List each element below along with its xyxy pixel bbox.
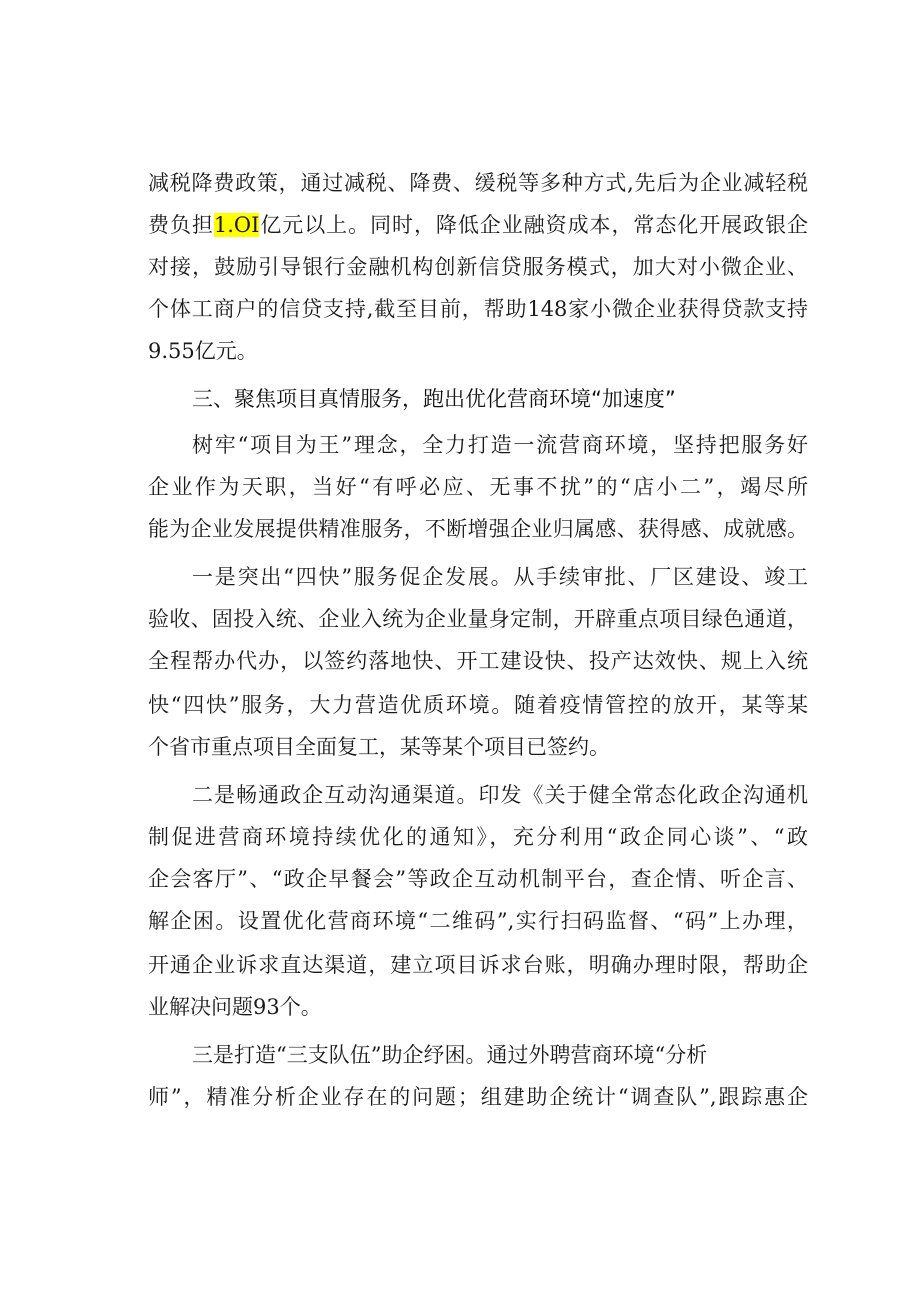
p3-line-3: 全程帮办代办，以签约落地快、开工建设快、投产达效快、规上入统: [148, 649, 808, 673]
section-heading-3: 三、聚焦项目真情服务，跑出优化营商环境“加速度”: [192, 387, 676, 411]
p1-line-5: 9.55亿元。: [148, 339, 258, 363]
highlighted-amount: 1.OI: [213, 213, 260, 237]
p1-line-1: 减税降费政策，通过减税、降费、缓税等多种方式,先后为企业减轻税: [148, 171, 808, 195]
p3-line-2: 验收、固投入统、企业入统为企业量身定制，开辟重点项目绿色通道，: [148, 607, 808, 631]
p1-line-4: 个体工商户的信贷支持,截至目前，帮助148家小微企业获得贷款支持: [148, 297, 808, 321]
p4-line-6: 业解决问题93个。: [148, 995, 322, 1019]
p4-line-1: 二是畅通政企互动沟通渠道。印发《关于健全常态化政企沟通机: [192, 783, 808, 807]
p2-line-1: 树牢“项目为王”理念，全力打造一流营商环境，坚持把服务好: [192, 433, 808, 457]
p4-line-5: 开通企业诉求直达渠道，建立项目诉求台账，明确办理时限，帮助企: [148, 953, 808, 977]
p1-line-2-post: 亿元以上。同时，降低企业融资成本，常态化开展政银企: [259, 213, 809, 237]
p3-line-1: 一是突出“四快”服务促企发展。从手续审批、厂区建设、竣工: [192, 565, 808, 589]
p5-line-2: 师”，精准分析企业存在的问题；组建助企统计“调查队”,跟踪惠企: [148, 1085, 808, 1109]
p5-line-1: 三是打造“三支队伍”助企纾困。通过外聘营商环境“分析: [192, 1043, 708, 1067]
p3-line-5: 个省市重点项目全面复工，某等某个项目已签约。: [148, 735, 610, 759]
p4-line-3: 企会客厅”、“政企早餐会”等政企互动机制平台，查企情、听企言、: [148, 867, 808, 891]
p4-line-4: 解企困。设置优化营商环境“二维码”,实行扫码监督、“码”上办理，: [148, 909, 808, 933]
p2-line-3: 能为企业发展提供精准服务，不断增强企业归属感、获得感、成就感。: [148, 517, 808, 541]
p1-line-3: 对接，鼓励引导银行金融机构创新信贷服务模式，加大对小微企业、: [148, 255, 808, 279]
p1-line-2: [148, 210, 808, 240]
p3-line-4: 快“四快”服务，大力营造优质环境。随着疫情管控的放开，某等某: [148, 693, 808, 717]
p1-line-2-pre: 费负担: [148, 213, 214, 237]
p4-line-2: 制促进营商环境持续优化的通知》，充分利用“政企同心谈”、“政: [148, 825, 808, 849]
p2-line-2: 企业作为天职，当好“有呼必应、无事不扰”的“店小二”，竭尽所: [148, 475, 808, 499]
